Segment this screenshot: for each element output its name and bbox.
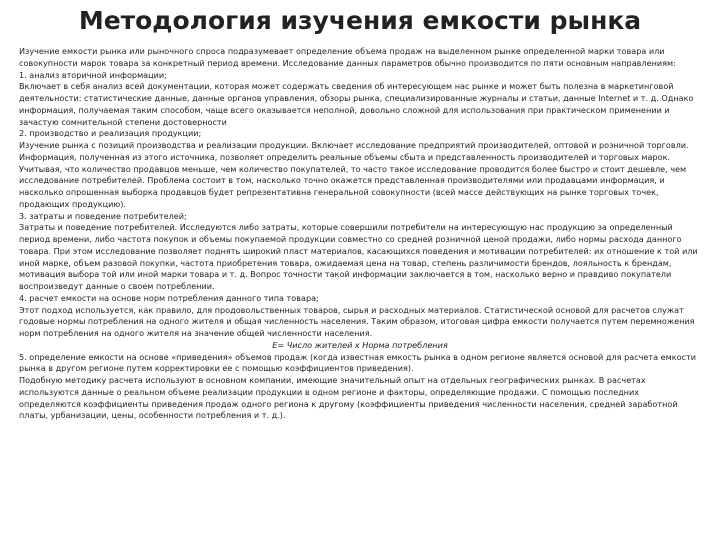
- method-heading-5: 5. определение емкости на основе «приведения» объемов продаж (когда известная емкость рынка в одном регионе является основой для расчета емкости рынка в другом регионе путем корректировки ее с помощью коэффициентов приведения).: [19, 351, 697, 374]
- method-text-3: Затраты и поведение потребителей. Исследуются либо затраты, которые совершили потребители на интересующую нас продукцию за определенный период времени, либо частота покупок и объемы покупаемой продукции совместно со средней розничной ценой продажи, либо нормы расхода данного товара. При этом исследование позволяет поднять широкий пласт материалов, касающихся поведения и мотивации потребителей: их отношение к той или иной марке, объем разовой покупки, частота приобретения товара, ожидаемая цена на товар, степень различимости брендов, лояльность к брендам, мотивация выбора той или иной марки товара и т. д. Вопрос точности такой информации заключается в том, насколько верно и правдиво покупатели воспроизведут данные о своем потреблении.: [19, 222, 698, 291]
- method-text-1: Включает в себя анализ всей документации, которая может содержать сведения об интересующем нас рынке и может быть полезна в маркетинговой деятельности: статистические данные, данные органов управления, обзоры рынка, специализированные журналы и статьи, данные Internet и т. д. Однако информация, получаемая таким способом, чаще всего оказывается неполной, довольно сложной для использования при практическом применении и зачастую сомнительной степени достоверности: [19, 81, 694, 127]
- slide-body: [19, 46, 701, 422]
- method-heading-1: 1. анализ вторичной информации;: [19, 69, 167, 80]
- slide-title: Методология изучения емкости рынка: [78, 6, 642, 35]
- intro-paragraph: Изучение емкости рынка или рыночного спроса подразумевает определение объема продаж на выделенном рынке определенной марки товара или совокупности марок товара за конкретный период времени. Исследование данных параметров обычно производится по пяти основным направлениям:: [19, 46, 676, 68]
- method-text-5: Подобную методику расчета используют в основном компании, имеющие значительный опыт на отдельных географических рынках. В расчетах используются данные о реальном объеме реализации продукции в одном регионе и факторы, определяющие продажи. С помощью последних определяются коэффициенты приведения продаж одного региона к другому (коэффициенты приведения численности населения, средней заработной платы, урбанизации, цены, особенности потребления и т. д.).: [19, 375, 678, 421]
- method-heading-3: 3. затраты и поведение потребителей;: [19, 210, 187, 221]
- method-text-4: Этот подход используется, как правило, для продовольственных товаров, сырья и расходных материалов. Статистической основой для расчетов служат годовые нормы потребления на одного жителя и общая численность населения. Таким образом, итоговая цифра емкости получается путем перемножения норм потребления на одного жителя на значение общей численности населения.: [19, 304, 695, 338]
- method-heading-2: 2. производство и реализация продукции;: [19, 128, 202, 139]
- method-heading-4: 4. расчет емкости на основе норм потребления данного типа товара;: [19, 292, 319, 303]
- formula: Е= Число жителей х Норма потребления: [272, 339, 448, 350]
- method-text-2: Изучение рынка с позиций производства и реализации продукции. Включает исследование предприятий производителей, оптовой и розничной торговли. Информация, полученная из этого источника, позволяет определить реальные объемы сбыта и представленность производителей и торговых марок. Учитывая, что количество продавцов меньше, чем количество покупателей, то часто такое исследование проводится более быстро и стоит дешевле, чем исследование потребителей. Проблема состоит в том, насколько точно окажется представленная производителями или продавцами информация, и насколько опрошенная выборка продавцов будет репрезентативна генеральной совокупности (всей массе действующих на рынке торговых точек, продающих продукцию).: [19, 140, 689, 209]
